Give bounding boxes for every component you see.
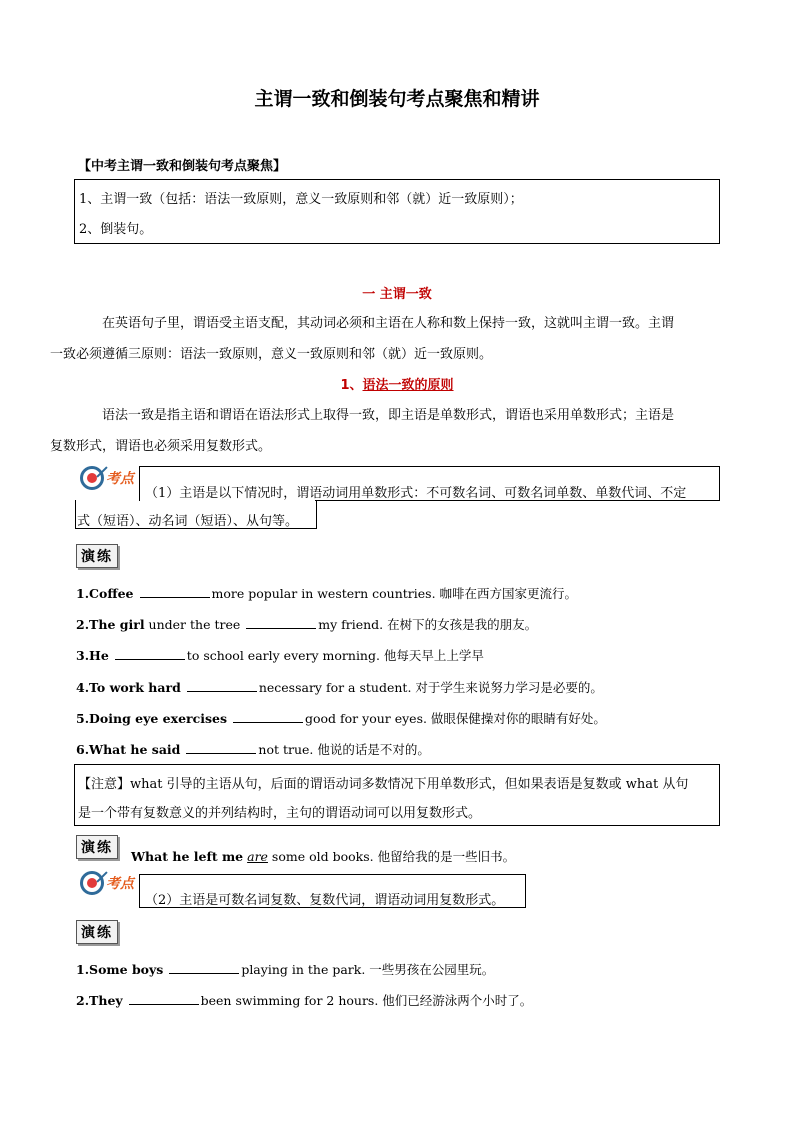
kaodian-label: 考点 xyxy=(106,876,134,892)
grammar-paragraph xyxy=(50,400,720,462)
exercise-text: under the tree xyxy=(144,617,245,632)
note-box xyxy=(74,764,720,826)
subsection-title: 语法一致的原则 xyxy=(362,378,454,393)
exercise-subject: 6.What he said xyxy=(76,742,181,757)
target-icon xyxy=(80,466,104,490)
exercise-7 xyxy=(76,960,494,978)
exercise-subject: 4.To work hard xyxy=(76,680,181,695)
practice-label-2: 演练 xyxy=(76,835,118,859)
page-title: 主谓一致和倒装句考点聚焦和精讲 xyxy=(254,88,540,110)
summary-box xyxy=(74,179,720,244)
exercise-2 xyxy=(76,615,537,633)
exercise-text: good for your eyes. 做眼保健操对你的眼睛有好处。 xyxy=(305,711,606,726)
exercise-text: playing in the park. 一些男孩在公园里玩。 xyxy=(241,962,495,977)
kaodian-badge-1 xyxy=(80,466,134,490)
rule-1-line-2: 式（短语）、动名词（短语）、从句等。 xyxy=(77,514,299,529)
exercise-text: more popular in western countries. 咖啡在西方国家更流行。 xyxy=(211,586,578,601)
example-verb: are xyxy=(247,849,268,864)
example-rest: some old books. 他留给我的是一些旧书。 xyxy=(267,849,516,864)
answer-blank[interactable] xyxy=(186,741,256,754)
answer-blank[interactable] xyxy=(169,961,239,974)
answer-blank[interactable] xyxy=(187,679,257,692)
example-sentence xyxy=(131,847,515,865)
exercise-1 xyxy=(76,584,577,602)
exercise-6 xyxy=(76,740,430,758)
subsection-number: 1、 xyxy=(340,378,363,393)
rule-2-text: （2）主语是可数名词复数、复数代词，谓语动词用复数形式。 xyxy=(145,893,505,908)
exercise-subject: 2.The girl xyxy=(76,617,145,632)
kaodian-badge-2 xyxy=(80,871,134,895)
exercise-8 xyxy=(76,991,532,1009)
summary-line-2: 2、倒装句。 xyxy=(79,222,153,237)
section-heading: 【中考主谓一致和倒装句考点聚焦】 xyxy=(78,159,287,174)
practice-label-1: 演练 xyxy=(76,544,118,568)
exercise-text: been swimming for 2 hours. 他们已经游泳两个小时了。 xyxy=(200,993,533,1008)
exercise-subject: 1.Some boys xyxy=(76,962,164,977)
exercise-subject: 3.He xyxy=(76,648,109,663)
intro-line-2: 一致必须遵循三原则：语法一致原则，意义一致原则和邻（就）近一致原则。 xyxy=(50,347,493,362)
example-subject: What he left me xyxy=(131,849,244,864)
exercise-5 xyxy=(76,709,606,727)
intro-line-1: 在英语句子里，谓语受主语支配，其动词必须和主语在人称和数上保持一致，这就叫主谓一致。主谓 xyxy=(102,316,675,331)
kaodian-label: 考点 xyxy=(106,471,134,487)
exercise-text: not true. 他说的话是不对的。 xyxy=(258,742,430,757)
summary-line-1: 1、主谓一致（包括：语法一致原则，意义一致原则和邻（就）近一致原则）； xyxy=(79,192,523,207)
answer-blank[interactable] xyxy=(115,647,185,660)
subsection-heading xyxy=(0,374,794,393)
exercise-subject: 1.Coffee xyxy=(76,586,134,601)
target-icon xyxy=(80,871,104,895)
note-line-1: 【注意】what 引导的主语从句，后面的谓语动词多数情况下用单数形式，但如果表语是复数或 what 从句 xyxy=(78,777,689,792)
grammar-line-2: 复数形式，谓语也必须采用复数形式。 xyxy=(50,439,272,454)
answer-blank[interactable] xyxy=(129,992,199,1005)
grammar-line-1: 语法一致是指主语和谓语在语法形式上取得一致，即主语是单数形式，谓语也采用单数形式；主语是 xyxy=(102,408,675,423)
practice-label-3: 演练 xyxy=(76,920,118,944)
answer-blank[interactable] xyxy=(233,710,303,723)
part-heading: 一 主谓一致 xyxy=(362,287,432,302)
exercise-subject: 5.Doing eye exercises xyxy=(76,711,228,726)
exercise-text: my friend. 在树下的女孩是我的朋友。 xyxy=(318,617,538,632)
intro-paragraph xyxy=(50,308,720,370)
exercise-subject: 2.They xyxy=(76,993,123,1008)
exercise-text: to school early every morning. 他每天早上上学早 xyxy=(186,648,484,663)
rule-1-line-1: （1）主语是以下情况时，谓语动词用单数形式：不可数名词、可数名词单数、单数代词、不定 xyxy=(145,486,687,501)
answer-blank[interactable] xyxy=(140,585,210,598)
note-line-2: 是一个带有复数意义的并列结构时，主句的谓语动词可以用复数形式。 xyxy=(78,806,482,821)
exercise-text: necessary for a student. 对于学生来说努力学习是必要的。 xyxy=(258,680,603,695)
answer-blank[interactable] xyxy=(246,616,316,629)
exercise-4 xyxy=(76,678,603,696)
exercise-3 xyxy=(76,646,484,664)
